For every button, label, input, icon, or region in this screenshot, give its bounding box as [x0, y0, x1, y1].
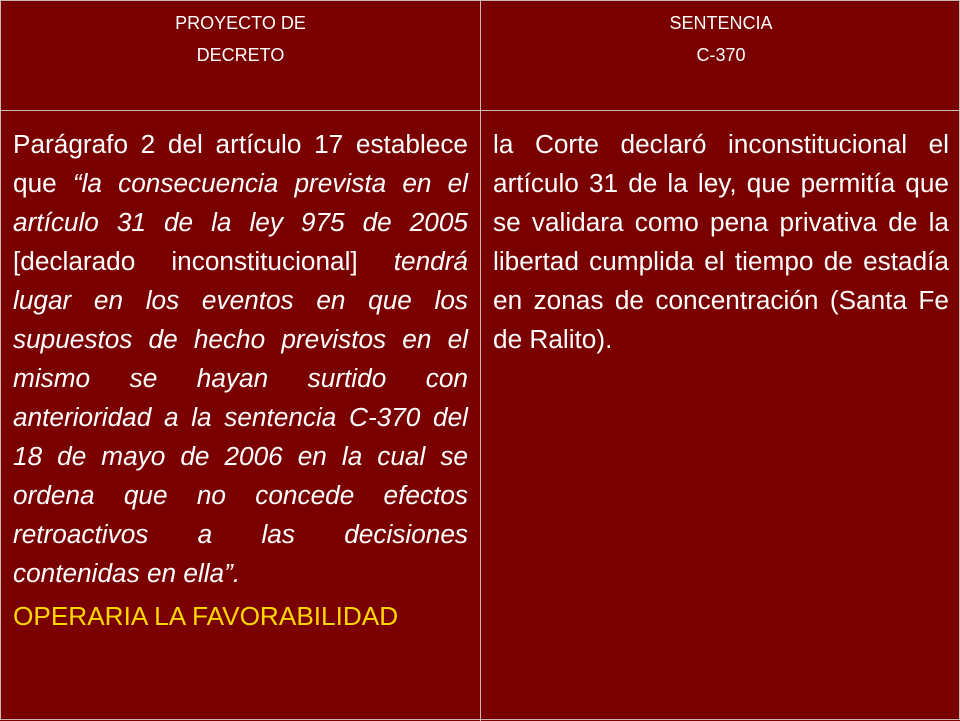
favorabilidad-conclusion: OPERARIA LA FAVORABILIDAD [13, 601, 399, 631]
decree-quote-part1: “la consecuencia prevista en el artículo 31 de la ley 975 de 2005 [13, 168, 469, 237]
header-left-line2: DECRETO [196, 45, 285, 65]
header-right-line1: SENTENCIA [669, 13, 773, 33]
sentencia-paragraph: la Corte declaró inconstitucional el artículo 31 de la ley, que permitía que se validara como pena privativa de la libertad cumplida el tiempo de estadía en zonas de concentración (Santa Fe de Ralito). [493, 129, 949, 354]
header-proyecto-decreto [1, 1, 481, 111]
decree-text-part3: [declarado inconstitucional] [13, 246, 394, 276]
header-left-line1: PROYECTO DE [175, 13, 306, 33]
header-sentencia [481, 1, 960, 111]
header-right-line2: C-370 [696, 45, 746, 65]
sentencia-text-cell [481, 111, 960, 721]
decree-paragraph [13, 125, 468, 593]
decree-quote-part2: tendrá lugar en los eventos en que los supuestos de hecho previstos en el mismo se hayan surtido con anterioridad a la sentencia C-370 del 18 de mayo de 2006 en la cual se ordena que no concede efectos retroactivos a las decisiones contenidas en ella”. [13, 246, 468, 588]
decree-text-part1: Parágrafo 2 del artículo 17 establece que [13, 129, 468, 198]
decree-text-cell [1, 111, 481, 721]
